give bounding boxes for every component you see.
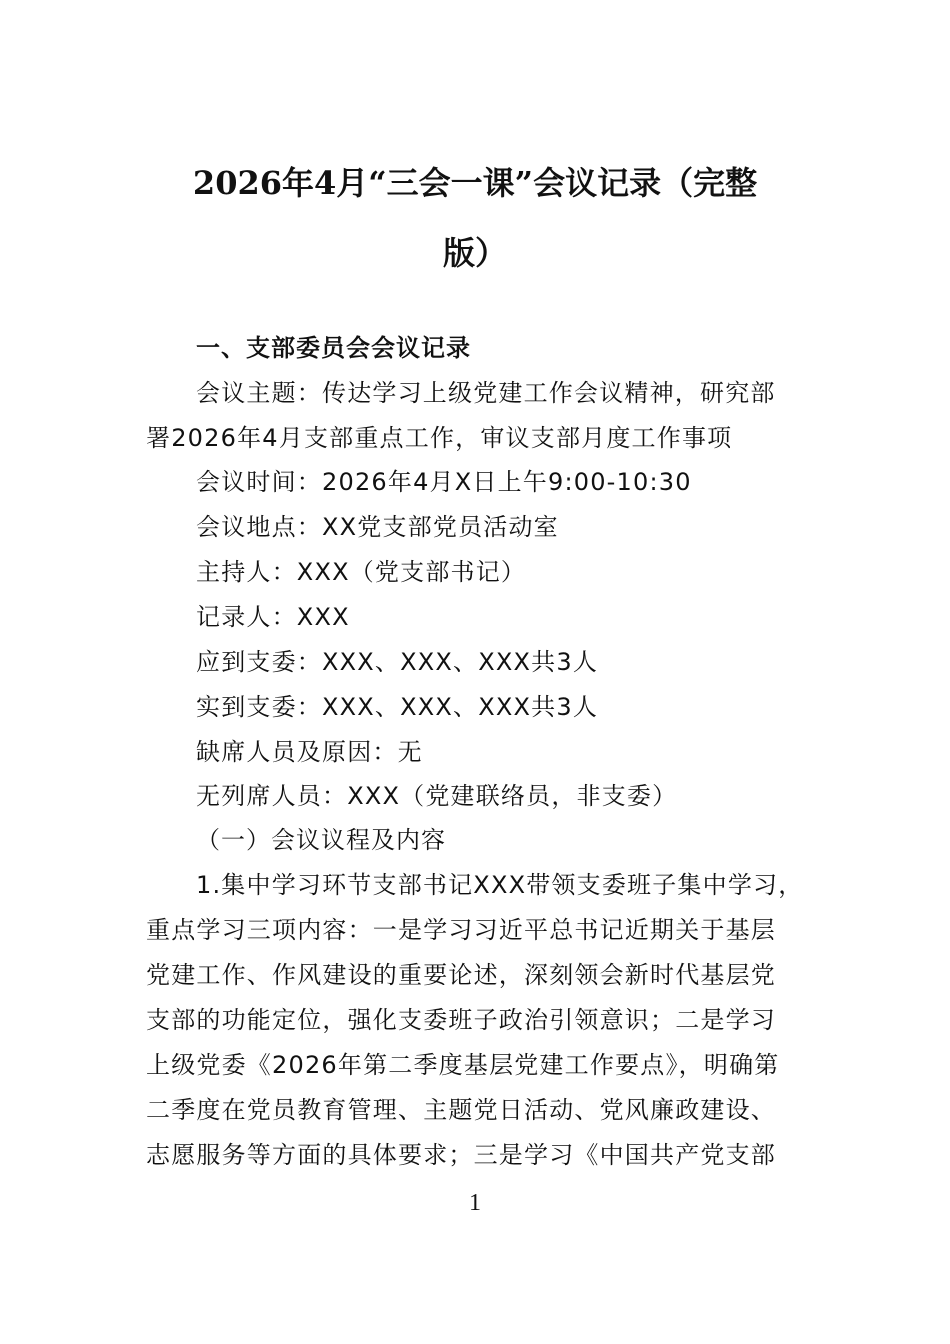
absent-members: 缺席人员及原因：无 (196, 738, 423, 766)
paragraph-line: 1.集中学习环节支部书记XXX带领支委班子集中学习， (196, 871, 804, 899)
paragraph-line: 二季度在党员教育管理、主题党日活动、党风廉政建设、 (146, 1096, 776, 1124)
expected-members: 应到支委：XXX、XXX、XXX共3人 (196, 648, 599, 676)
paragraph-line: 党建工作、作风建设的重要论述，深刻领会新时代基层党 (146, 961, 776, 989)
meeting-topic-line-1: 会议主题：传达学习上级党建工作会议精神，研究部 (196, 379, 776, 407)
non-voting-attendees: 无列席人员：XXX（党建联络员，非支委） (196, 782, 678, 810)
paragraph-line: 重点学习三项内容：一是学习习近平总书记近期关于基层 (146, 916, 776, 944)
paragraph-line: 上级党委《2026年第二季度基层党建工作要点》，明确第 (146, 1051, 780, 1079)
meeting-host: 主持人：XXX（党支部书记） (196, 558, 527, 586)
actual-members: 实到支委：XXX、XXX、XXX共3人 (196, 693, 599, 721)
page-number: 1 (469, 1190, 481, 1216)
document-title-line-2: 版） (442, 234, 507, 272)
meeting-topic-line-2: 署2026年4月支部重点工作，审议支部月度工作事项 (146, 424, 733, 452)
section-heading: 一、支部委员会会议记录 (196, 334, 471, 362)
meeting-recorder: 记录人：XXX (196, 603, 350, 631)
document-title-line-1: 2026年4月“三会一课”会议记录（完整 (192, 164, 758, 202)
meeting-place: 会议地点：XX党支部党员活动室 (196, 513, 559, 541)
paragraph-line: 志愿服务等方面的具体要求；三是学习《中国共产党支部 (146, 1141, 776, 1169)
agenda-heading: （一）会议议程及内容 (196, 826, 446, 854)
paragraph-line: 支部的功能定位，强化支委班子政治引领意识；二是学习 (146, 1006, 776, 1034)
meeting-time: 会议时间：2026年4月X日上午9:00-10:30 (196, 468, 692, 496)
